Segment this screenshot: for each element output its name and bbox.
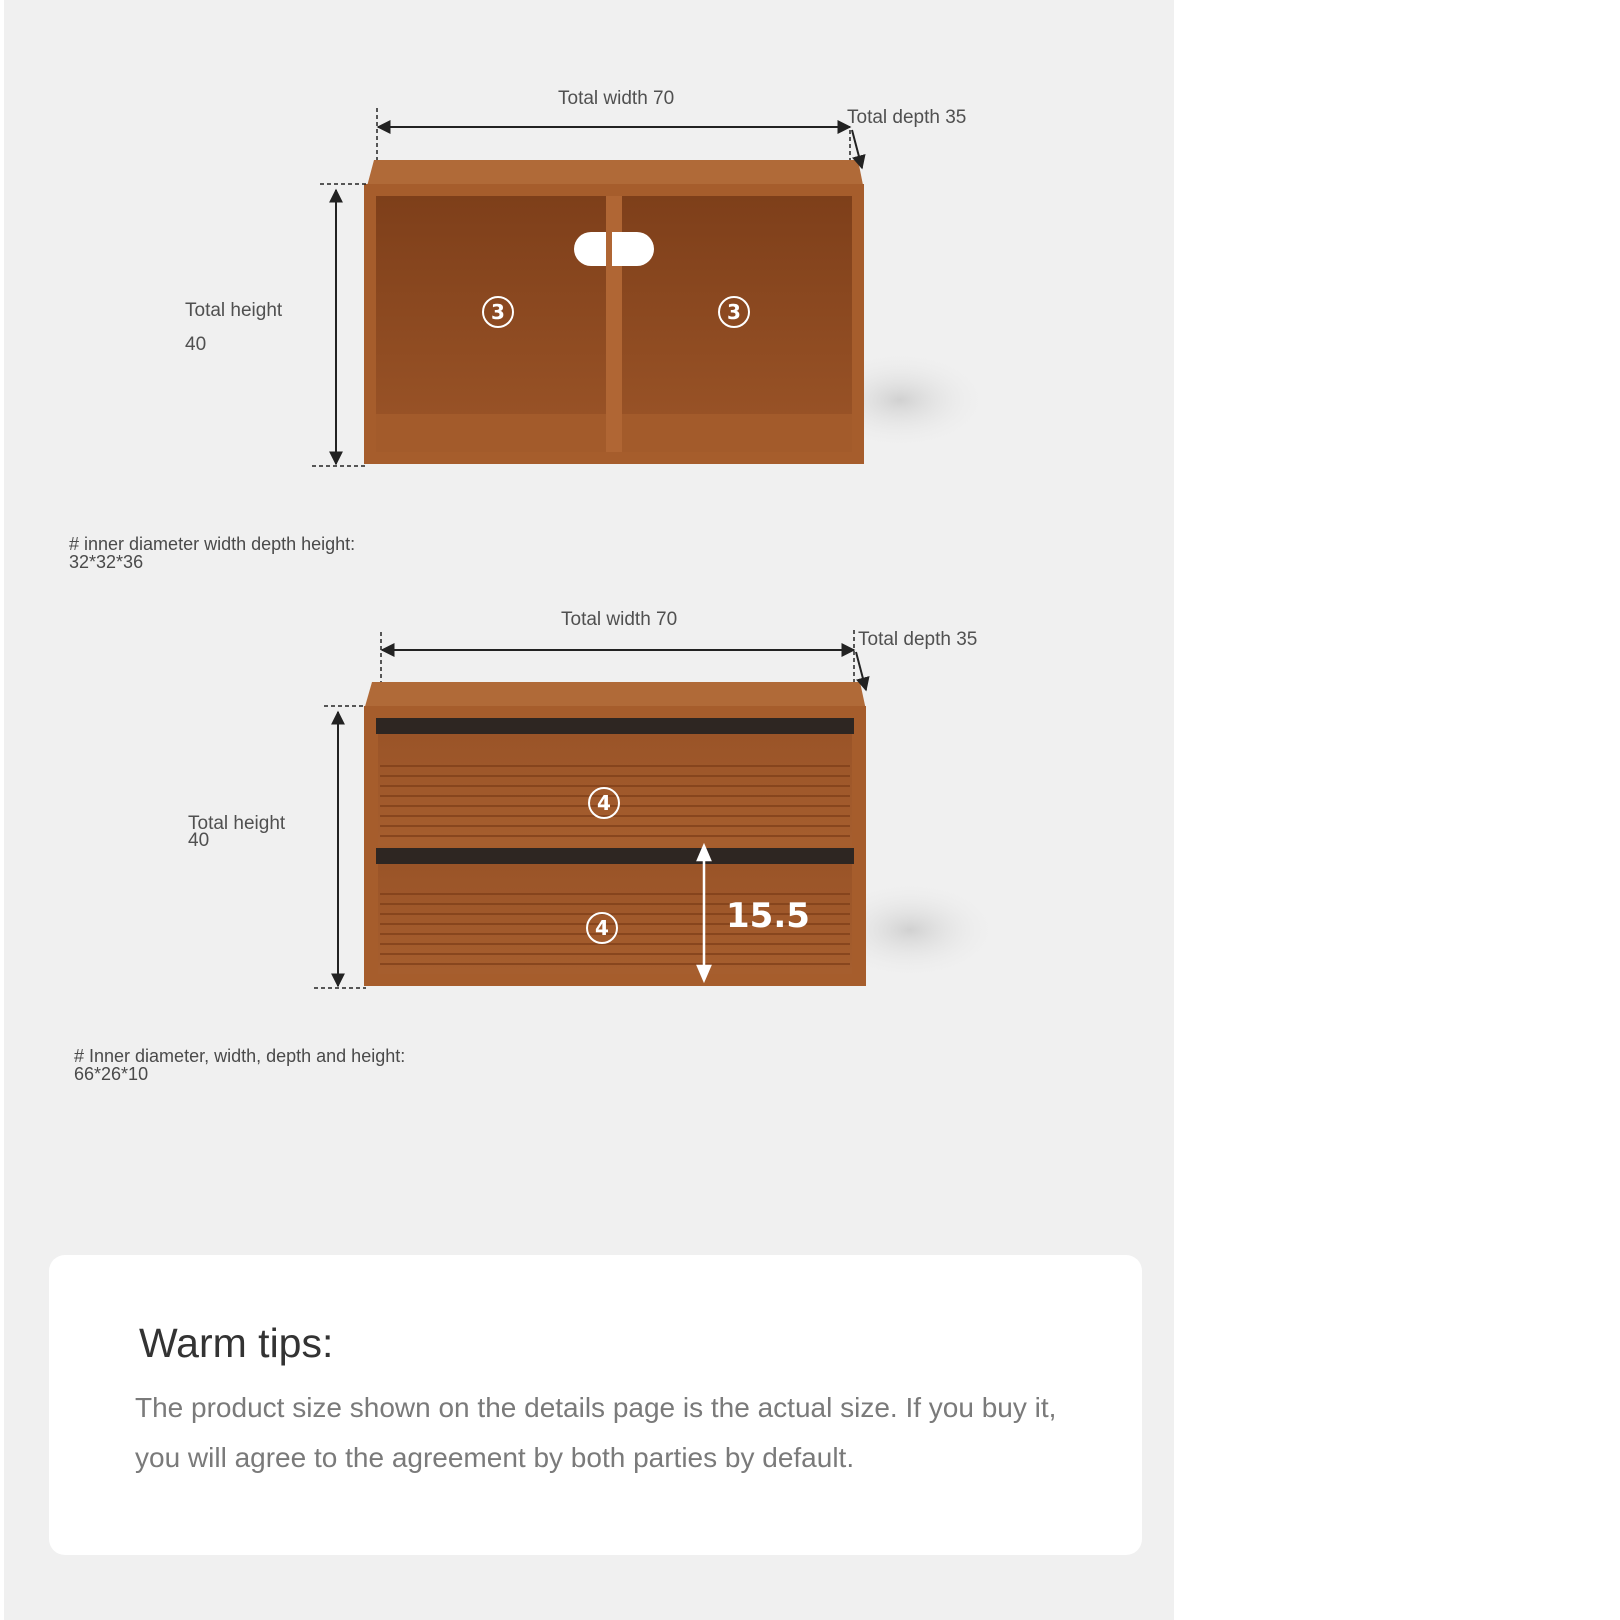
inner-size-note-2-line2: 66*26*10 xyxy=(74,1064,149,1084)
total-depth-label-2: Total depth 35 xyxy=(858,629,978,650)
open-cabinet-drawing xyxy=(364,160,990,464)
drawer-cabinet-drawing xyxy=(364,682,1000,986)
total-height-label-2: Total height xyxy=(188,813,286,834)
inner-size-note-2 xyxy=(74,1047,405,1083)
total-height-label-1: Total height xyxy=(185,300,283,321)
inner-size-note-1 xyxy=(69,535,355,571)
warm-tips-card xyxy=(49,1255,1142,1555)
drawer-marker-bottom: 4 xyxy=(586,912,618,944)
inner-size-note-1-line1: # inner diameter width depth height: xyxy=(69,534,356,554)
total-height-value-1: 40 xyxy=(185,334,207,355)
total-width-label-2: Total width 70 xyxy=(561,609,678,630)
warm-tips-text: The product size shown on the details page is the actual size. If you buy it, you will agree to the agreement by both parties by default. xyxy=(135,1392,1057,1473)
drawer-height-measure: 15.5 xyxy=(726,896,810,936)
warm-tips-title: Warm tips: xyxy=(139,1320,334,1366)
total-height-value-2: 40 xyxy=(188,830,210,851)
total-depth-label-1: Total depth 35 xyxy=(847,107,967,128)
inner-size-note-2-line1: # Inner diameter, width, depth and height: xyxy=(74,1046,406,1066)
compartment-marker-right: 3 xyxy=(718,296,750,328)
total-width-label-1: Total width 70 xyxy=(558,88,675,109)
inner-size-note-1-line2: 32*32*36 xyxy=(69,552,144,572)
compartment-marker-left: 3 xyxy=(482,296,514,328)
drawer-marker-top: 4 xyxy=(588,787,620,819)
